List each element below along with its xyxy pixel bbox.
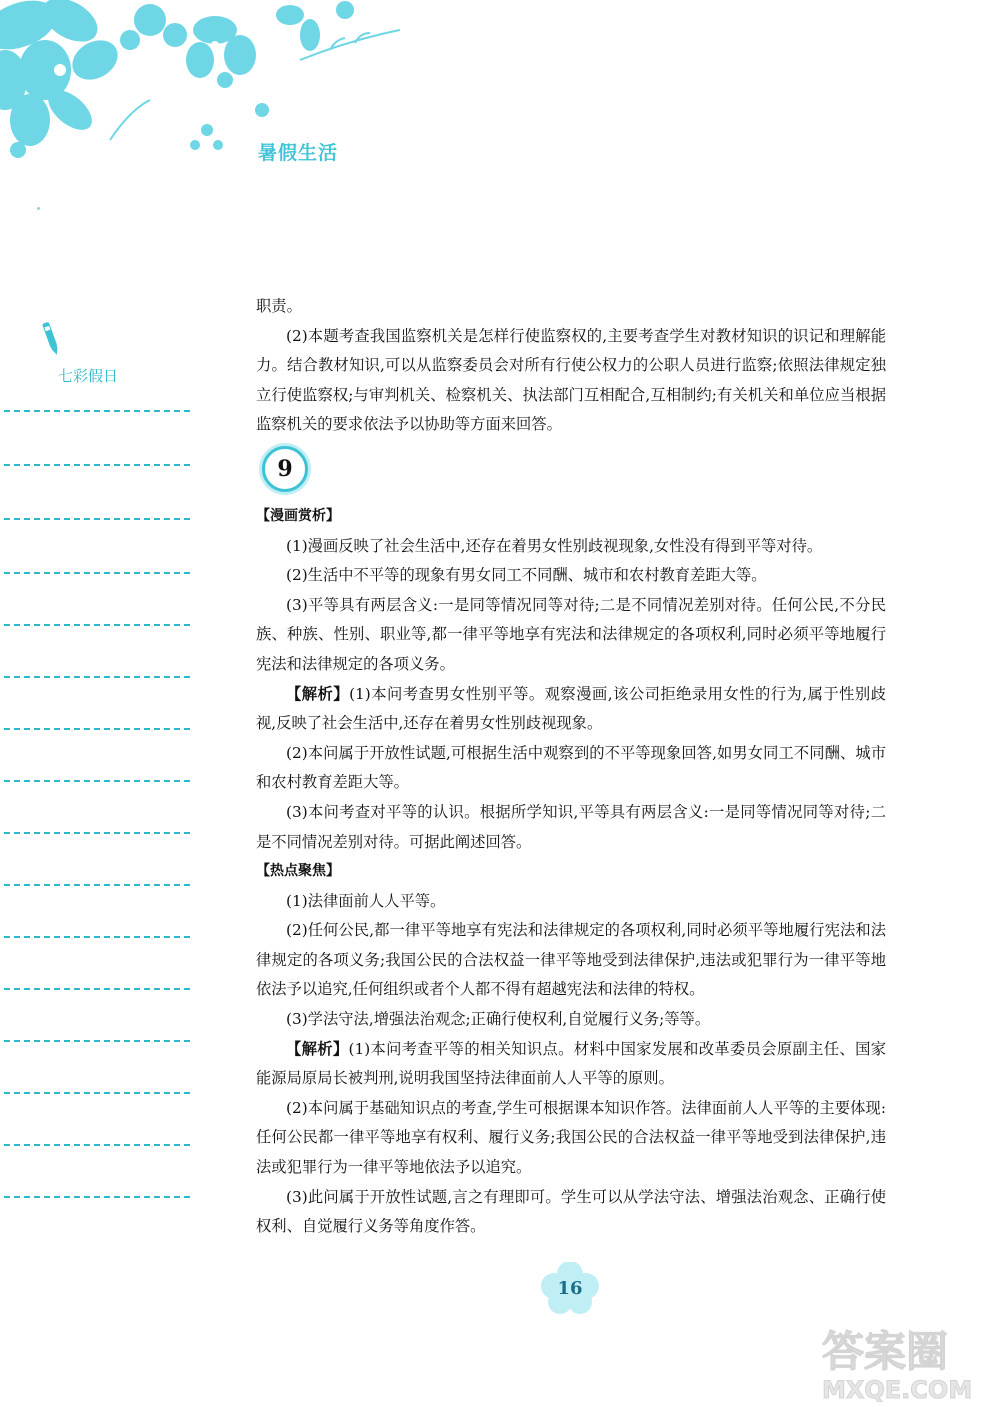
analysis-item: (2)本问属于基础知识点的考查,学生可根据课本知识作答。法律面前人人平等的主要体现:任何公民都一律平等地享有权利、履行义务;我国公民的合法权益一律平等地受到法律保护,违法或犯罪行为一律平等地依法予以追究。: [256, 1098, 886, 1177]
analysis-item: (3)本问考查对平等的认识。根据所学知识,平等具有两层含义:一是同等情况同等对待;二是不同情况差别对待。可据此阐述回答。: [256, 802, 886, 851]
watermark-text: 答案圈: [822, 1327, 949, 1376]
note-rule: [4, 884, 190, 886]
analysis-text: (1)本问考查平等的相关知识点。材料中国家发展和改革委员会原副主任、国家能源局原局长被判刑,说明我国坚持法律面前人人平等的原则。: [256, 1039, 886, 1088]
note-rule: [4, 518, 190, 520]
answer-item: (3)平等具有两层含义:一是同等情况同等对待;二是不同情况差别对待。任何公民,不分民族、种族、性别、职业等,都一律平等地享有宪法和法律规定的各项权利,同时必须平等地履行宪法和法律规定的各项义务。: [256, 595, 886, 673]
analysis-item: (2)本问属于开放性试题,可根据生活中观察到的不平等现象回答,如男女同工不同酬、城市和农村教育差距大等。: [256, 743, 886, 792]
note-rule: [4, 832, 190, 834]
section-heading-comic: 【漫画赏析】: [256, 507, 340, 524]
question-number-badge: 9: [262, 446, 308, 492]
answer-item: (2)任何公民,都一律平等地享有宪法和法律规定的各项权利,同时必须平等地履行宪法和法律规定的各项义务;我国公民的合法权益一律平等地受到法律保护,违法或犯罪行为一律平等地依法予以追究,任何组织或者个人都不得有超越宪法和法律的特权。: [256, 921, 886, 999]
analysis-label: 【解析】: [286, 684, 350, 703]
analysis-text: (1)本问考查男女性别平等。观察漫画,该公司拒绝录用女性的行为,属于性别歧视,反映了社会生活中,还存在着男女性别歧视现象。: [256, 684, 886, 733]
analysis-item: [256, 680, 886, 739]
note-rule: [4, 728, 190, 730]
note-rule: [4, 1196, 190, 1198]
note-rule: [4, 624, 190, 626]
answer-item: (1)法律面前人人平等。: [286, 891, 446, 910]
watermark-logo: [818, 1320, 988, 1402]
intro-line: 职责。: [256, 297, 302, 315]
answer-item: (1)漫画反映了社会生活中,还存在着男女性别歧视现象,女性没有得到平等对待。: [286, 536, 823, 555]
floral-header-decoration: [0, 0, 440, 180]
note-rule: [4, 780, 190, 782]
note-rule: [4, 572, 190, 574]
intro-paragraph: (2)本题考查我国监察机关是怎样行使监察权的,主要考查学生对教材知识的识记和理解能力。结合教材知识,可以从监察委员会对所有行使公权力的公职人员进行监察;依照法律规定独立行使监察权;与审判机关、检察机关、执法部门互相配合,互相制约;有关机关和单位应当根据监察机关的要求依法予以协助等方面来回答。: [256, 326, 886, 434]
header-title: 暑假生活: [258, 142, 339, 164]
watermark-url: MXQE.COM: [822, 1376, 973, 1402]
pen-icon: [40, 320, 62, 360]
note-rule: [4, 410, 190, 412]
answer-item: (2)生活中不平等的现象有男女同工不同酬、城市和农村教育差距大等。: [286, 566, 767, 585]
page-number: [540, 1262, 600, 1314]
note-rule: [4, 1144, 190, 1146]
note-rule: [4, 988, 190, 990]
section-heading-hotspot: 【热点聚焦】: [256, 863, 340, 880]
note-rule: [4, 936, 190, 938]
page-number-text: 16: [557, 1277, 583, 1299]
note-rule: [4, 464, 190, 466]
note-rule: [4, 1040, 190, 1042]
note-rule: [4, 1092, 190, 1094]
answer-item: (3)学法守法,增强法治观念;正确行使权利,自觉履行义务;等等。: [286, 1010, 711, 1029]
analysis-item: [256, 1035, 886, 1094]
main-content: [256, 292, 886, 1242]
analysis-item: (3)此问属于开放性试题,言之有理即可。学生可以从学法守法、增强法治观念、正确行使权利、自觉履行义务等角度作答。: [256, 1187, 886, 1236]
decorative-dot: [37, 207, 40, 210]
note-rule: [4, 676, 190, 678]
sidebar-label: 七彩假日: [58, 367, 119, 385]
analysis-label: 【解析】: [286, 1039, 349, 1058]
